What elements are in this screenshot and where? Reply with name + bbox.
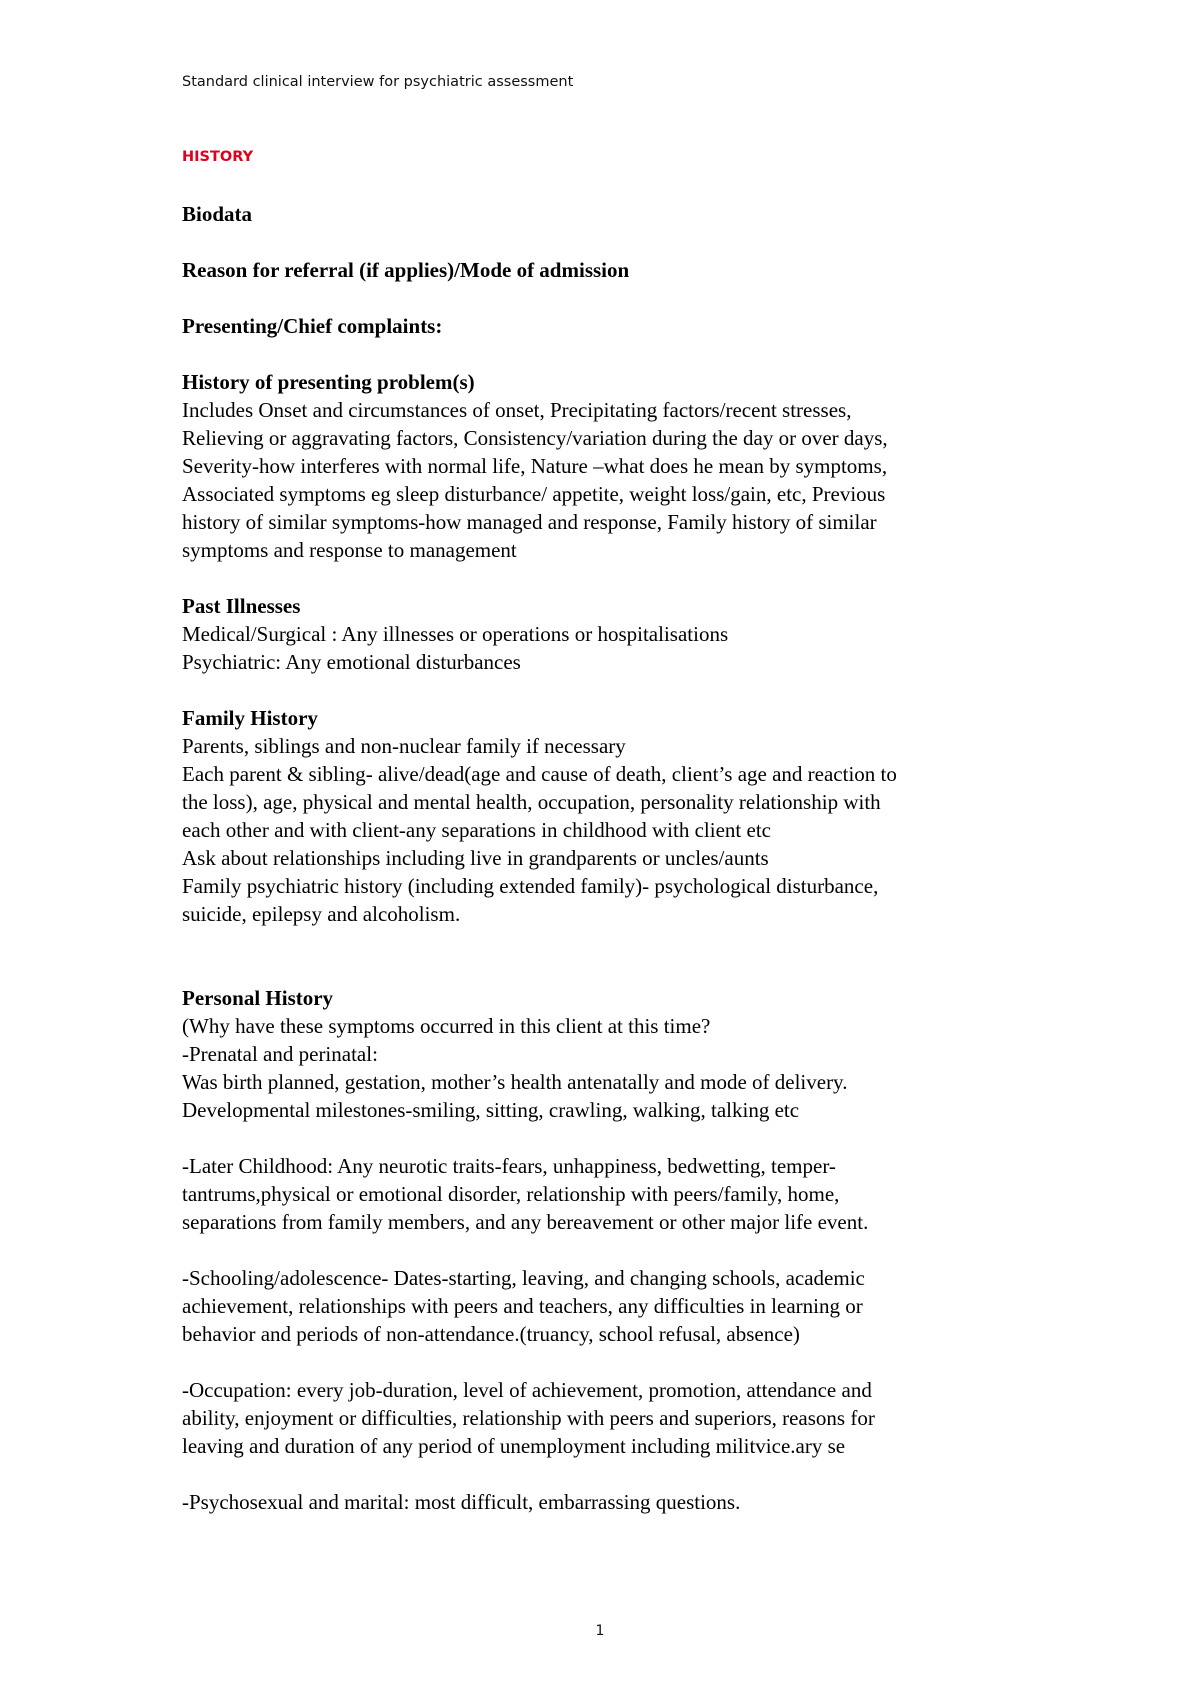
paragraph-line: Each parent & sibling- alive/dead(age and cause of death, client’s age and reaction to — [182, 762, 897, 786]
heading-presenting-complaints: Presenting/Chief complaints: — [182, 314, 443, 338]
paragraph-line: tantrums,physical or emotional disorder, relationship with peers/family, home, — [182, 1182, 840, 1206]
paragraph-line: -Schooling/adolescence- Dates-starting, leaving, and changing schools, academic — [182, 1266, 865, 1290]
heading-history-presenting-problem: History of presenting problem(s) — [182, 370, 475, 394]
paragraph-line: the loss), age, physical and mental health, occupation, personality relationship with — [182, 790, 881, 814]
paragraph-line: Severity-how interferes with normal life, Nature –what does he mean by symptoms, — [182, 454, 888, 478]
paragraph-line: -Later Childhood: Any neurotic traits-fears, unhappiness, bedwetting, temper- — [182, 1154, 836, 1178]
paragraph-line: (Why have these symptoms occurred in this client at this time? — [182, 1014, 711, 1038]
paragraph-line: Psychiatric: Any emotional disturbances — [182, 650, 521, 674]
paragraph-line: -Prenatal and perinatal: — [182, 1042, 378, 1066]
paragraph-line: separations from family members, and any bereavement or other major life event. — [182, 1210, 869, 1234]
paragraph-line: Associated symptoms eg sleep disturbance/ appetite, weight loss/gain, etc, Previous — [182, 482, 886, 506]
paragraph-line: Relieving or aggravating factors, Consistency/variation during the day or over days, — [182, 426, 888, 450]
paragraph-line: history of similar symptoms-how managed and response, Family history of similar — [182, 510, 877, 534]
paragraph-line: ability, enjoyment or difficulties, relationship with peers and superiors, reasons for — [182, 1406, 875, 1430]
paragraph-line: Medical/Surgical : Any illnesses or operations or hospitalisations — [182, 622, 729, 646]
heading-past-illnesses: Past Illnesses — [182, 594, 301, 618]
paragraph-line: symptoms and response to management — [182, 538, 517, 562]
heading-referral: Reason for referral (if applies)/Mode of admission — [182, 258, 630, 282]
paragraph-line: suicide, epilepsy and alcoholism. — [182, 902, 461, 926]
page-number: 1 — [595, 1623, 605, 1639]
paragraph-line: Family psychiatric history (including extended family)- psychological disturbance, — [182, 874, 879, 898]
paragraph-line: achievement, relationships with peers and teachers, any difficulties in learning or — [182, 1294, 863, 1318]
paragraph-line: Ask about relationships including live in grandparents or uncles/aunts — [182, 846, 769, 870]
paragraph-line: Developmental milestones-smiling, sitting, crawling, walking, talking etc — [182, 1098, 800, 1122]
page-header: Standard clinical interview for psychiatric assessment — [182, 74, 574, 90]
document-body — [182, 200, 1062, 1516]
paragraph-line: leaving and duration of any period of unemployment including militvice.ary se — [182, 1434, 846, 1458]
paragraph-line: -Occupation: every job-duration, level of achievement, promotion, attendance and — [182, 1378, 872, 1402]
heading-biodata: Biodata — [182, 202, 253, 226]
paragraph-line: each other and with client-any separations in childhood with client etc — [182, 818, 771, 842]
heading-personal-history: Personal History — [182, 986, 334, 1010]
section-label-history: HISTORY — [182, 149, 254, 165]
paragraph-line: Parents, siblings and non-nuclear family if necessary — [182, 734, 626, 758]
paragraph-line: Was birth planned, gestation, mother’s health antenatally and mode of delivery. — [182, 1070, 848, 1094]
heading-family-history: Family History — [182, 706, 318, 730]
paragraph-line: -Psychosexual and marital: most difficult, embarrassing questions. — [182, 1490, 741, 1514]
paragraph-line: Includes Onset and circumstances of onset, Precipitating factors/recent stresses, — [182, 398, 852, 422]
paragraph-line: behavior and periods of non-attendance.(truancy, school refusal, absence) — [182, 1322, 800, 1346]
